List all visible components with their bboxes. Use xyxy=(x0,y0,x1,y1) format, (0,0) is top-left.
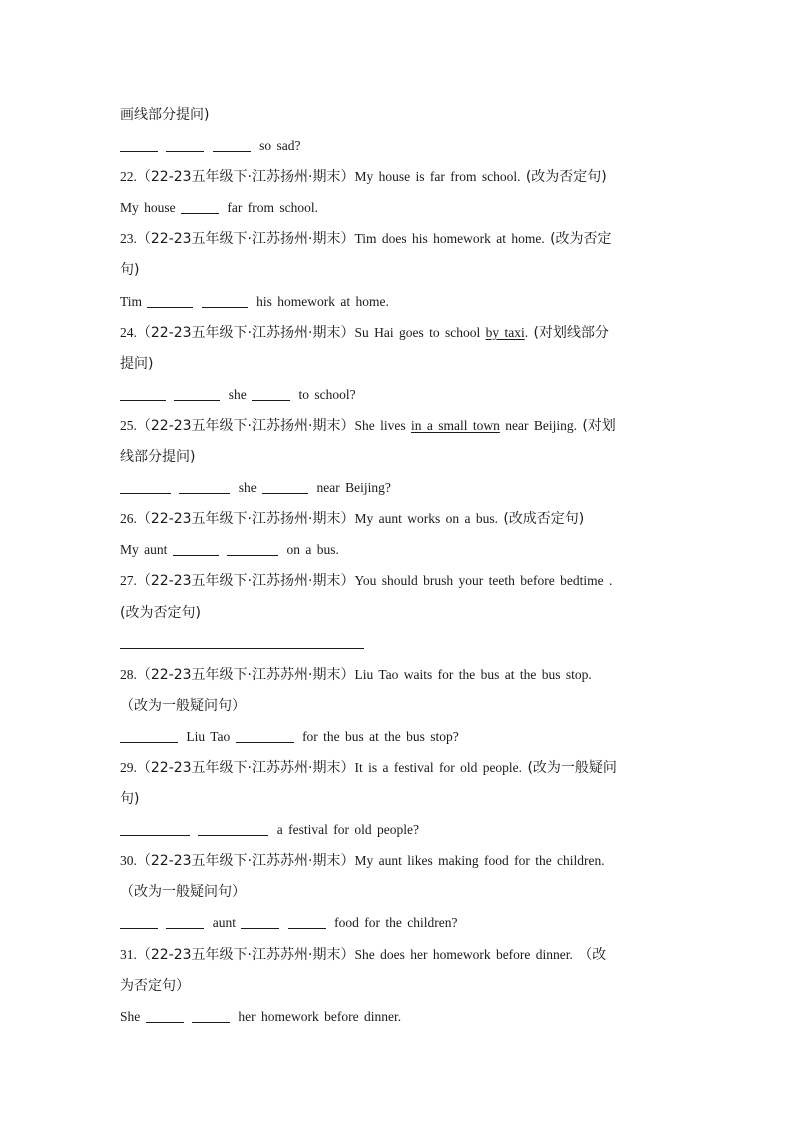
question-task: 线部分提问) xyxy=(120,449,196,466)
q31-question xyxy=(120,939,680,970)
question-task: 句) xyxy=(120,262,140,279)
answer-blank[interactable] xyxy=(241,927,279,929)
q31-question-cont xyxy=(120,970,680,1001)
question-source: （22-23五年级下·江苏苏州·期末） xyxy=(136,853,355,870)
q30-question xyxy=(120,845,680,876)
question-number: 29. xyxy=(120,759,137,775)
answer-blank-long[interactable] xyxy=(120,628,364,649)
answer-text: Tim xyxy=(120,293,143,309)
question-sentence: You should brush your teeth before bedtime . xyxy=(354,573,613,589)
question-task: 为否定句） xyxy=(120,977,190,994)
question-sentence: Tim does his homework at home. xyxy=(354,231,545,247)
question-number: 26. xyxy=(120,511,137,527)
question-number: 23. xyxy=(120,231,137,247)
answer-text: My aunt xyxy=(120,542,168,558)
answer-blank[interactable] xyxy=(236,741,294,743)
question-source: （22-23五年级下·江苏扬州·期末） xyxy=(136,231,355,248)
question-sentence: My aunt works on a bus. xyxy=(354,511,498,527)
answer-blank[interactable] xyxy=(288,927,326,929)
question-source: （22-23五年级下·江苏扬州·期末） xyxy=(136,169,355,186)
question-task: (改为否定 xyxy=(550,231,612,248)
answer-blank[interactable] xyxy=(120,492,171,494)
q23-answer-line xyxy=(120,286,680,317)
q24-question xyxy=(120,317,680,348)
answer-text: near Beijing? xyxy=(316,480,391,496)
answer-text: food for the children? xyxy=(334,915,458,931)
answer-blank[interactable] xyxy=(146,1021,184,1023)
answer-blank[interactable] xyxy=(198,834,268,836)
question-sentence-end: . xyxy=(524,324,529,340)
q25-question-cont xyxy=(120,441,680,472)
answer-blank[interactable] xyxy=(120,834,190,836)
question-source: （22-23五年级下·江苏扬州·期末） xyxy=(136,511,355,528)
q27-question-cont xyxy=(120,597,680,628)
q23-question-cont xyxy=(120,254,680,285)
answer-text: Liu Tao xyxy=(186,728,231,744)
q25-question xyxy=(120,410,680,441)
question-number: 25. xyxy=(120,417,137,433)
answer-text: she xyxy=(238,480,257,496)
q21-task-text: 画线部分提问) xyxy=(120,107,210,123)
q21-answer-line xyxy=(120,130,680,161)
underlined-phrase: in a small town xyxy=(410,417,500,433)
question-sentence: My house is far from school. xyxy=(354,169,521,185)
q29-answer-line xyxy=(120,814,680,845)
answer-text: a festival for old people? xyxy=(276,822,419,838)
answer-blank[interactable] xyxy=(166,150,204,152)
question-task: （改 xyxy=(578,946,607,963)
answer-blank[interactable] xyxy=(120,927,158,929)
question-task: (改为一般疑问 xyxy=(527,759,617,776)
q22-question xyxy=(120,161,680,192)
question-source: （22-23五年级下·江苏苏州·期末） xyxy=(136,946,355,963)
answer-blank[interactable] xyxy=(173,554,219,556)
q21-task-tail xyxy=(120,99,680,130)
question-sentence: It is a festival for old people. xyxy=(354,759,523,775)
answer-blank[interactable] xyxy=(192,1021,230,1023)
question-source: （22-23五年级下·江苏苏州·期末） xyxy=(136,666,355,683)
worksheet-page xyxy=(120,99,680,1032)
answer-blank[interactable] xyxy=(202,306,248,308)
q27-question xyxy=(120,565,680,596)
answer-blank[interactable] xyxy=(120,741,178,743)
answer-text: her homework before dinner. xyxy=(238,1008,402,1024)
question-source: （22-23五年级下·江苏苏州·期末） xyxy=(136,759,355,776)
q30-question-cont xyxy=(120,876,680,907)
question-sentence: She does her homework before dinner. xyxy=(354,946,573,962)
answer-blank[interactable] xyxy=(227,554,278,556)
answer-blank[interactable] xyxy=(179,492,230,494)
q26-question xyxy=(120,503,680,534)
q22-answer-line xyxy=(120,192,680,223)
q27-answer-line xyxy=(120,628,680,659)
answer-blank[interactable] xyxy=(262,492,308,494)
answer-text: to school? xyxy=(298,386,356,402)
question-task: 句) xyxy=(120,791,140,808)
answer-blank[interactable] xyxy=(174,399,220,401)
q29-question-cont xyxy=(120,783,680,814)
question-task: (对划线部分 xyxy=(533,324,609,341)
q26-answer-line xyxy=(120,534,680,565)
question-sentence-end: near Beijing. xyxy=(505,417,577,433)
question-number: 27. xyxy=(120,573,137,589)
question-source: （22-23五年级下·江苏扬州·期末） xyxy=(136,324,355,341)
question-number: 24. xyxy=(120,324,137,340)
answer-text: far from school. xyxy=(227,200,318,216)
question-number: 30. xyxy=(120,853,137,869)
answer-blank[interactable] xyxy=(120,150,158,152)
answer-text: so sad? xyxy=(259,138,301,154)
q31-answer-line xyxy=(120,1001,680,1032)
q24-answer-line xyxy=(120,379,680,410)
question-number: 31. xyxy=(120,946,137,962)
answer-blank[interactable] xyxy=(181,212,219,214)
question-source: （22-23五年级下·江苏扬州·期末） xyxy=(136,573,355,590)
question-number: 22. xyxy=(120,169,137,185)
answer-text: she xyxy=(228,386,247,402)
question-task: 提问) xyxy=(120,355,154,372)
question-sentence: Liu Tao waits for the bus at the bus stop. xyxy=(354,666,592,682)
question-task: (改为否定句) xyxy=(525,169,607,186)
q28-question-cont xyxy=(120,690,680,721)
answer-text: My house xyxy=(120,200,176,216)
q23-question xyxy=(120,223,680,254)
question-sentence: She lives xyxy=(354,417,406,433)
question-task: (改为否定句) xyxy=(120,604,201,621)
question-sentence: Su Hai goes to school xyxy=(354,324,481,340)
q29-question xyxy=(120,752,680,783)
underlined-phrase: by taxi xyxy=(485,324,525,340)
answer-blank[interactable] xyxy=(252,399,290,401)
answer-text: aunt xyxy=(212,915,236,931)
answer-blank[interactable] xyxy=(213,150,251,152)
answer-text: his homework at home. xyxy=(256,293,389,309)
answer-text: for the bus at the bus stop? xyxy=(302,728,459,744)
q25-answer-line xyxy=(120,472,680,503)
question-task: （改为一般疑问句） xyxy=(120,884,246,901)
answer-blank[interactable] xyxy=(120,399,166,401)
answer-blank[interactable] xyxy=(147,306,193,308)
question-task: (改成否定句) xyxy=(503,511,585,528)
q30-answer-line xyxy=(120,907,680,938)
question-source: （22-23五年级下·江苏扬州·期末） xyxy=(136,417,355,434)
question-task: （改为一般疑问句） xyxy=(120,697,246,714)
answer-text: on a bus. xyxy=(286,542,339,558)
q28-answer-line xyxy=(120,721,680,752)
q24-question-cont xyxy=(120,348,680,379)
answer-blank[interactable] xyxy=(166,927,204,929)
question-sentence: My aunt likes making food for the children. xyxy=(354,853,605,869)
q28-question xyxy=(120,659,680,690)
answer-text: She xyxy=(120,1008,141,1024)
question-number: 28. xyxy=(120,666,137,682)
question-task: (对划 xyxy=(582,417,616,434)
